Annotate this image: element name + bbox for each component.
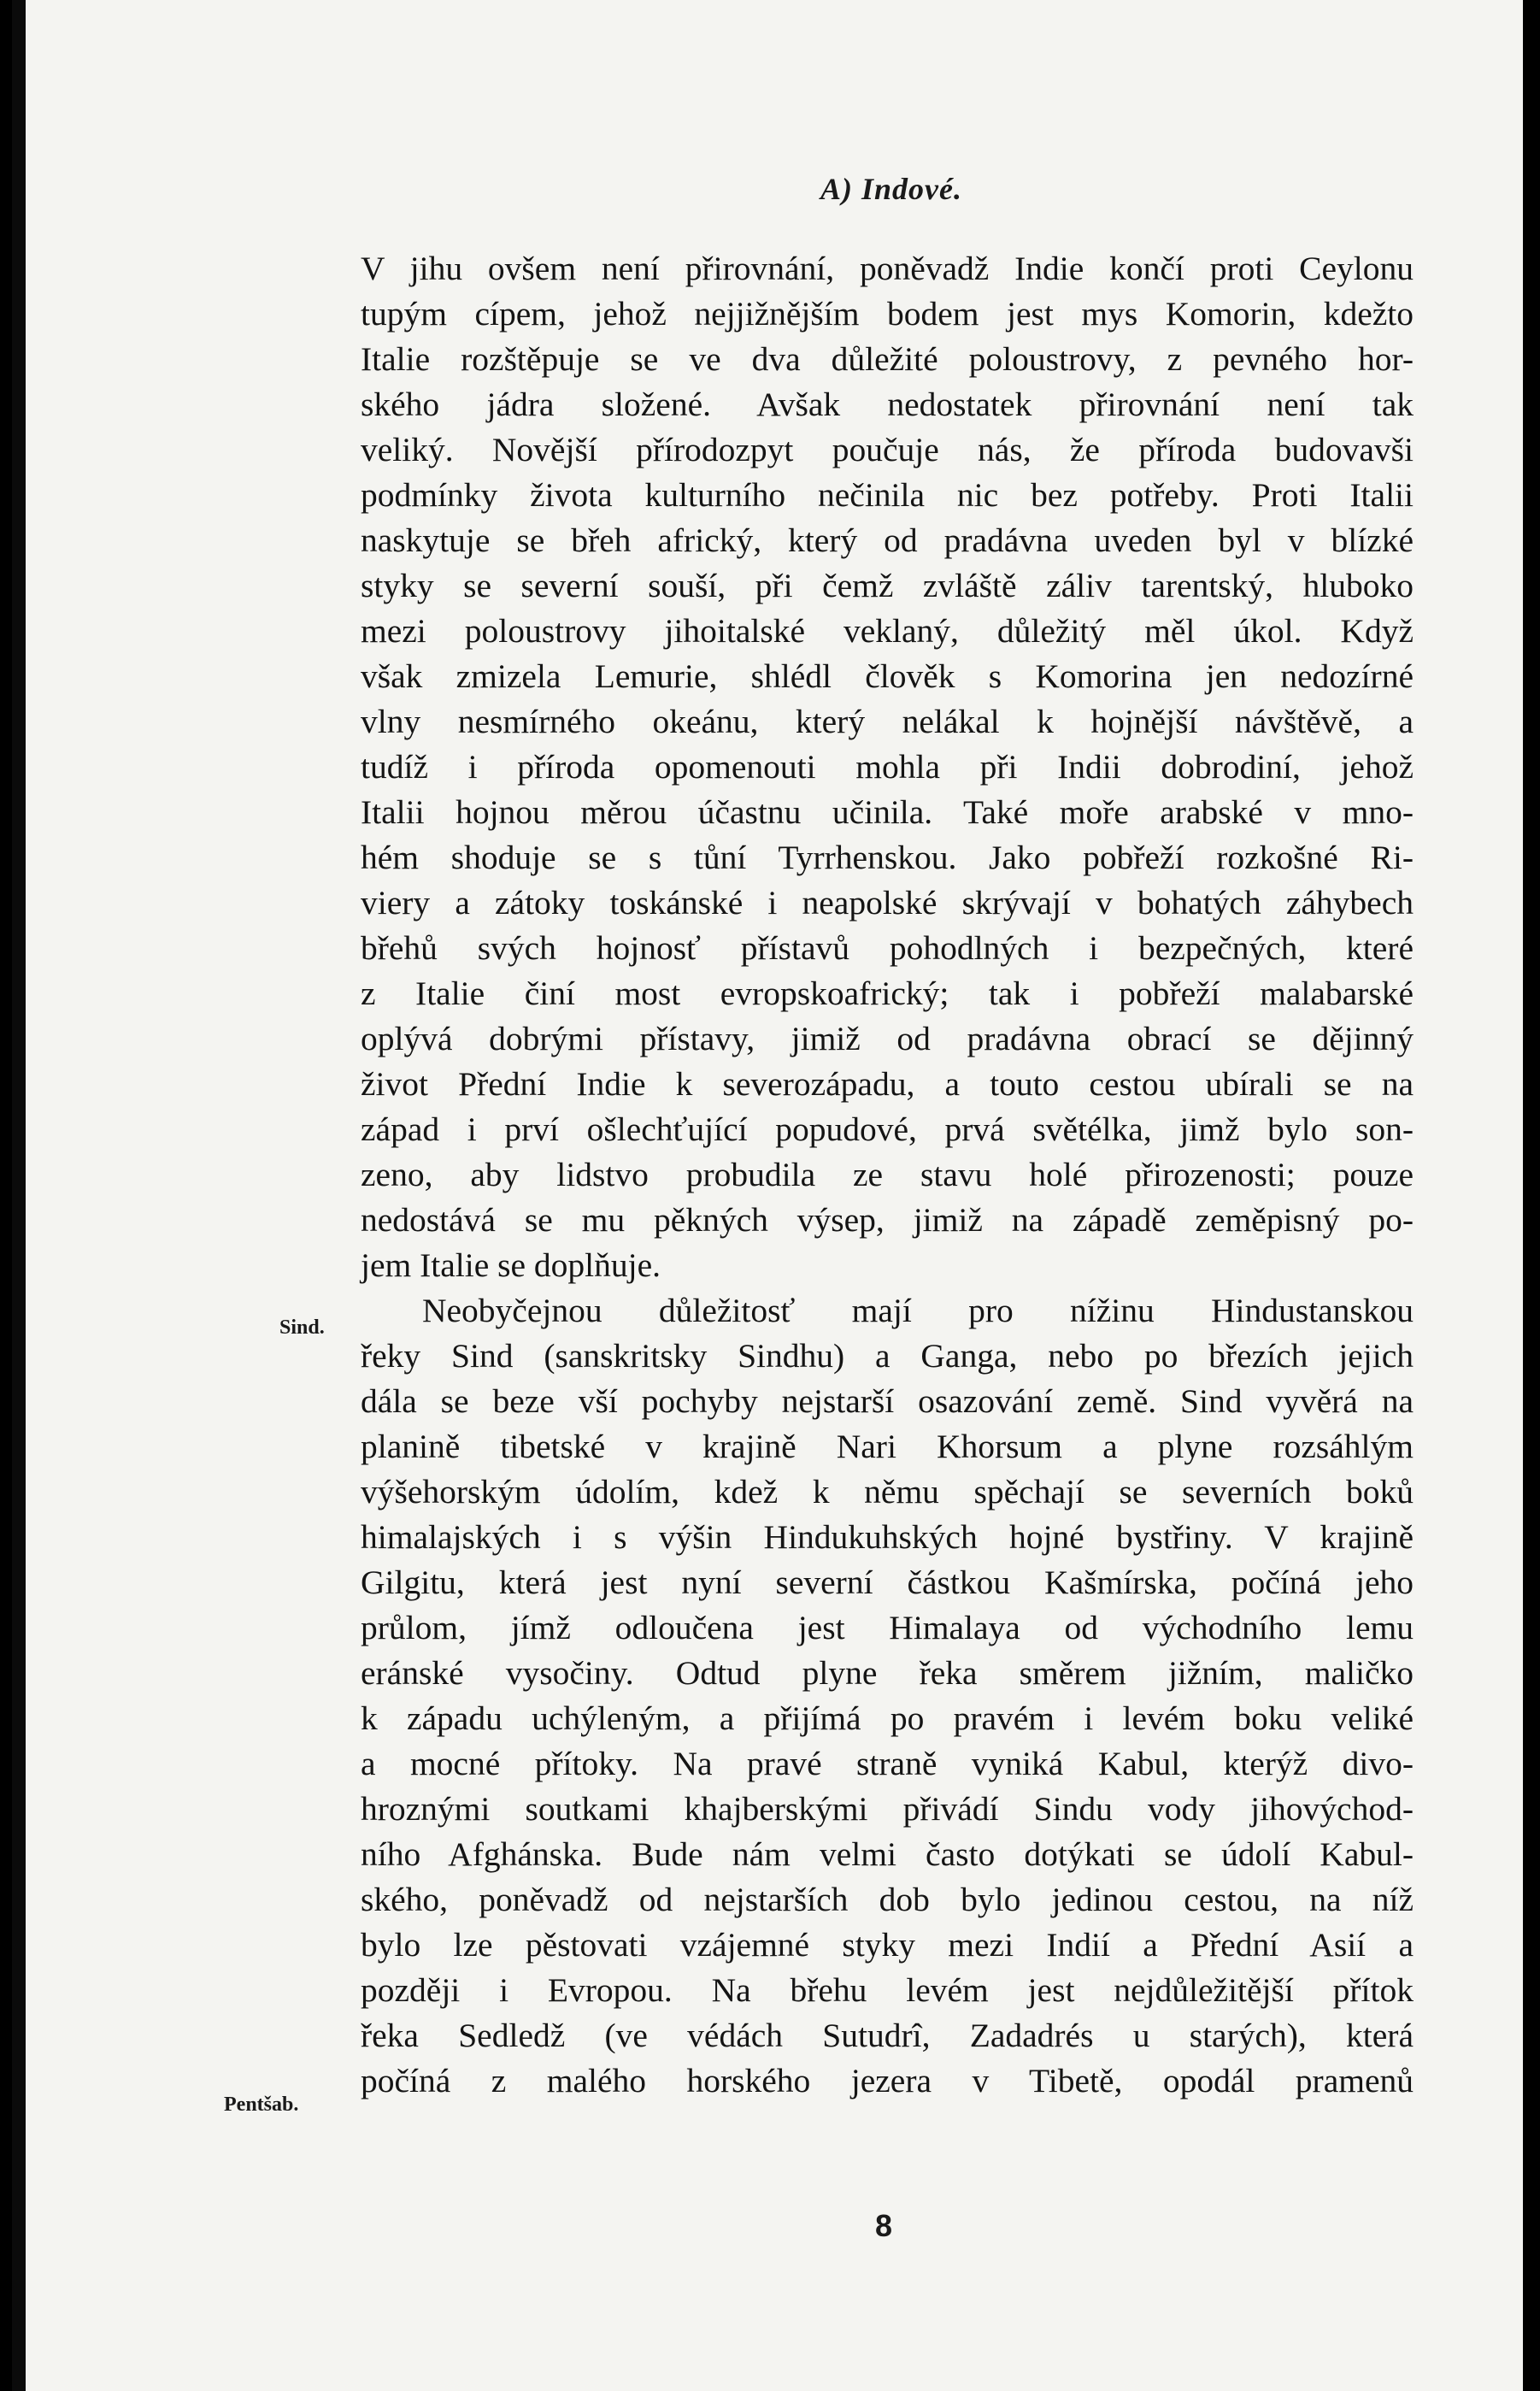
text-line: dála se beze vší pochyby nejstarší osazování země. Sind vyvěrá na [361, 1382, 1414, 1420]
margin-note-pentsab: Pentšab. [224, 2094, 299, 2116]
text-line: vlny nesmírného okeánu, který nelákal k hojnější návštěvě, a [361, 703, 1414, 740]
text-line: veliký. Novější přírodozpyt poučuje nás, že příroda budovavši [361, 431, 1414, 468]
page-number: 8 [875, 2208, 893, 2243]
text-line: výšehorským údolím, kdež k němu spěchají se severních boků [361, 1473, 1414, 1511]
text-line: z Italie činí most evropskoafrický; tak i pobřeží malabarské [361, 975, 1414, 1012]
text-line: a mocné přítoky. Na pravé straně vyniká Kabul, kterýž divo- [361, 1745, 1414, 1782]
text-line: planině tibetské v krajině Nari Khorsum a plyne rozsáhlým [361, 1428, 1414, 1465]
body-text [361, 246, 1414, 2104]
text-line: nedostává se mu pěkných výsep, jimiž na západě zeměpisný po- [361, 1201, 1414, 1239]
text-line: počíná z malého horského jezera v Tibetě, opodál pramenů [361, 2062, 1414, 2099]
text-line: průlom, jímž odloučena jest Himalaya od východního lemu [361, 1609, 1414, 1646]
text-line: hroznými soutkami khajberskými přivádí Sindu vody jihovýchod- [361, 1790, 1414, 1828]
text-line: hém shoduje se s tůní Tyrrhenskou. Jako pobřeží rozkošné Ri- [361, 839, 1414, 876]
text-line: Neobyčejnou důležitosť mají pro nížinu Hindustanskou [422, 1292, 1414, 1329]
text-line: Gilgitu, která jest nyní severní částkou Kašmírska, počíná jeho [361, 1564, 1414, 1601]
text-line: V jihu ovšem není přirovnání, poněvadž Indie končí proti Ceylonu [361, 250, 1414, 287]
text-line: řeka Sedledž (ve védách Sutudrî, Zadadrés u starých), která [361, 2017, 1414, 2054]
text-line: ního Afghánska. Bude nám velmi často dotýkati se údolí Kabul- [361, 1835, 1414, 1873]
text-line: Italii hojnou měrou účastnu učinila. Také moře arabské v mno- [361, 793, 1414, 831]
text-line: řeky Sind (sanskritsky Sindhu) a Ganga, nebo po březích jejich [361, 1337, 1414, 1375]
text-line: oplývá dobrými přístavy, jimiž od pradávna obrací se dějinný [361, 1020, 1414, 1057]
text-line: naskytuje se břeh africký, který od pradávna uveden byl v blízké [361, 521, 1414, 559]
text-line: tupým cípem, jehož nejjižnějším bodem jest mys Komorin, kdežto [361, 295, 1414, 333]
text-line: himalajských i s výšin Hindukuhských hojné bystřiny. V krajině [361, 1518, 1414, 1556]
text-line: však zmizela Lemurie, shlédl člověk s Komorina jen nedozírné [361, 657, 1414, 695]
margin-note-sind: Sind. [279, 1316, 325, 1339]
text-line: Italie rozštěpuje se ve dva důležité poloustrovy, z pevného hor- [361, 340, 1414, 378]
text-line: tudíž i příroda opomenouti mohla při Indii dobrodiní, jehož [361, 748, 1414, 786]
text-line: ského, poněvadž od nejstarších dob bylo jedinou cestou, na níž [361, 1881, 1414, 1918]
text-line: břehů svých hojnosť přístavů pohodlných i bezpečných, které [361, 929, 1414, 967]
scan-left-edge [0, 0, 12, 2391]
text-line: jem Italie se doplňuje. [361, 1246, 661, 1284]
text-line: viery a zátoky toskánské i neapolské skrývají v bohatých záhybech [361, 884, 1414, 922]
text-line: eránské vysočiny. Odtud plyne řeka směrem jižním, maličko [361, 1654, 1414, 1692]
text-line: zeno, aby lidstvo probudila ze stavu holé přirozenosti; pouze [361, 1156, 1414, 1193]
text-line: bylo lze pěstovati vzájemné styky mezi Indií a Přední Asií a [361, 1926, 1414, 1964]
text-line: mezi poloustrovy jihoitalské veklaný, důležitý měl úkol. Když [361, 612, 1414, 650]
text-line: styky se severní souší, při čemž zvláště záliv tarentský, hluboko [361, 567, 1414, 604]
running-header: A) Indové. [820, 172, 962, 206]
text-line: ského jádra složené. Avšak nedostatek přirovnání není tak [361, 386, 1414, 423]
text-line: život Přední Indie k severozápadu, a touto cestou ubírali se na [361, 1065, 1414, 1103]
text-line: k západu uchýleným, a přijímá po pravém i levém boku veliké [361, 1699, 1414, 1737]
text-line: podmínky života kulturního nečinila nic bez potřeby. Proti Italii [361, 476, 1414, 514]
book-page [26, 0, 1523, 2391]
text-line: západ i prví ošlechťující popudové, prvá světélka, jimž bylo son- [361, 1110, 1414, 1148]
scan-right-edge [1523, 0, 1540, 2391]
text-line: později i Evropou. Na břehu levém jest nejdůležitější přítok [361, 1971, 1414, 2009]
